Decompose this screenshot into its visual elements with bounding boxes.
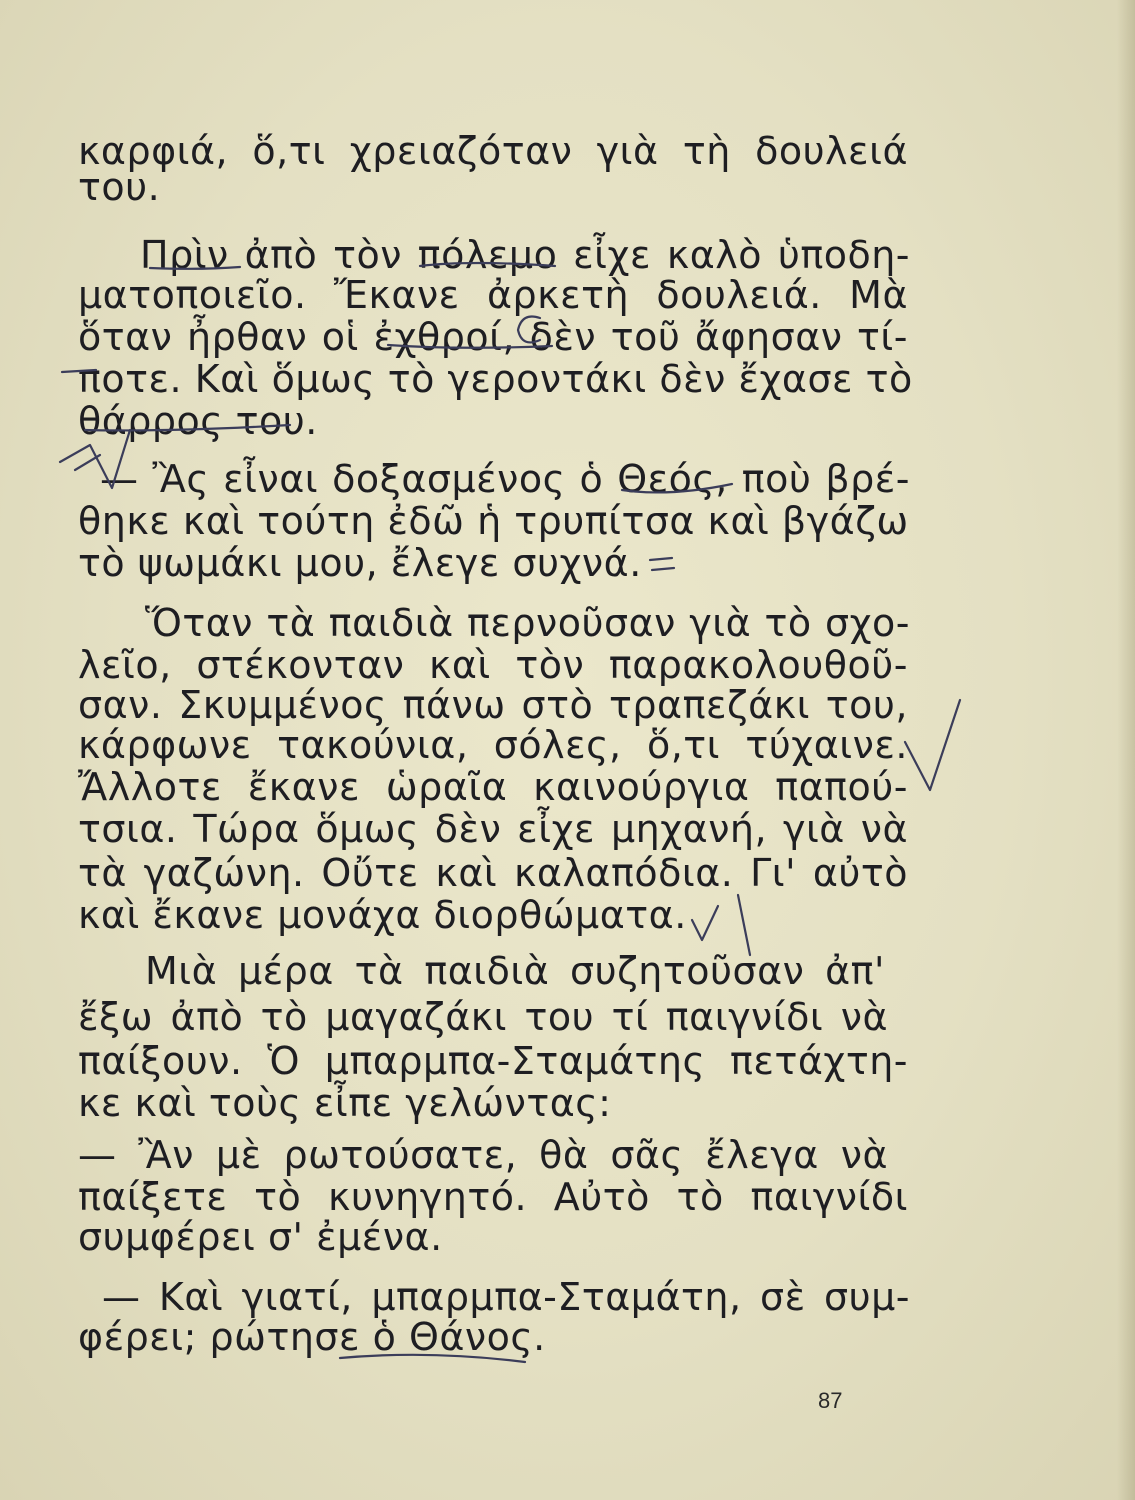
text-line: καρφιά, ὅ,τι χρειαζόταν γιὰ τὴ δουλειά xyxy=(78,129,908,173)
text-line: καὶ ἔκανε μονάχα διορθώματα. xyxy=(78,893,687,937)
text-line: — Καὶ γιατί, μπαρμπα-Σταμάτη, σὲ συμ- xyxy=(102,1275,910,1319)
text-line: παίξουν. Ὁ μπαρμπα-Σταμάτης πετάχτη- xyxy=(78,1039,908,1083)
text-line: Ἄλλοτε ἔκανε ὡραῖα καινούργια παπού- xyxy=(78,765,908,809)
page-number: 87 xyxy=(818,1388,843,1413)
text-line: παίξετε τὸ κυνηγητό. Αὐτὸ τὸ παιγνίδι xyxy=(78,1175,908,1219)
text-line: θάρρος του. xyxy=(78,399,318,443)
text-line: τὰ γαζώνη. Οὔτε καὶ καλαπόδια. Γι' αὐτὸ xyxy=(78,851,908,895)
text-line: Ὅταν τὰ παιδιὰ περνοῦσαν γιὰ τὸ σχο- xyxy=(145,601,910,645)
text-line: κάρφωνε τακούνια, σόλες, ὅ,τι τύχαινε. xyxy=(78,723,908,767)
text-line: — Ἂς εἶναι δοξασμένος ὁ Θεός, ποὺ βρέ- xyxy=(100,457,910,501)
text-line: Μιὰ μέρα τὰ παιδιὰ συζητοῦσαν ἀπ' xyxy=(145,949,885,993)
text-line: Πρὶν ἀπὸ τὸν πόλεμο εἶχε καλὸ ὑποδη- xyxy=(140,233,910,277)
text-line: κε καὶ τοὺς εἶπε γελώντας: xyxy=(78,1081,612,1125)
text-line: — Ἂν μὲ ρωτούσατε, θὰ σᾶς ἔλεγα νὰ xyxy=(78,1133,888,1177)
text-line: ὅταν ἦρθαν οἱ ἐχθροί, δὲν τοῦ ἄφησαν τί- xyxy=(78,315,908,359)
text-line: ποτε. Καὶ ὅμως τὸ γεροντάκι δὲν ἔχασε τὸ xyxy=(78,357,913,401)
text-line: ματοποιεῖο. Ἔκανε ἀρκετὴ δουλειά. Μὰ xyxy=(78,273,908,317)
text-line: τὸ ψωμάκι μου, ἔλεγε συχνά. xyxy=(78,541,642,585)
text-line: σαν. Σκυμμένος πάνω στὸ τραπεζάκι του, xyxy=(78,683,908,727)
text-line: φέρει; ρώτησε ὁ Θάνος. xyxy=(78,1315,546,1359)
text-line: λεῖο, στέκονταν καὶ τὸν παρακολουθοῦ- xyxy=(78,643,908,687)
text-line: θηκε καὶ τούτη ἐδῶ ἡ τρυπίτσα καὶ βγάζω xyxy=(78,499,909,543)
text-line: συμφέρει σ' ἐμένα. xyxy=(78,1215,443,1259)
text-line: ἔξω ἀπὸ τὸ μαγαζάκι του τί παιγνίδι νὰ xyxy=(78,995,888,1039)
text-line: του. xyxy=(78,165,161,209)
text-line: τσια. Τώρα ὅμως δὲν εἶχε μηχανή, γιὰ νὰ xyxy=(78,807,908,851)
